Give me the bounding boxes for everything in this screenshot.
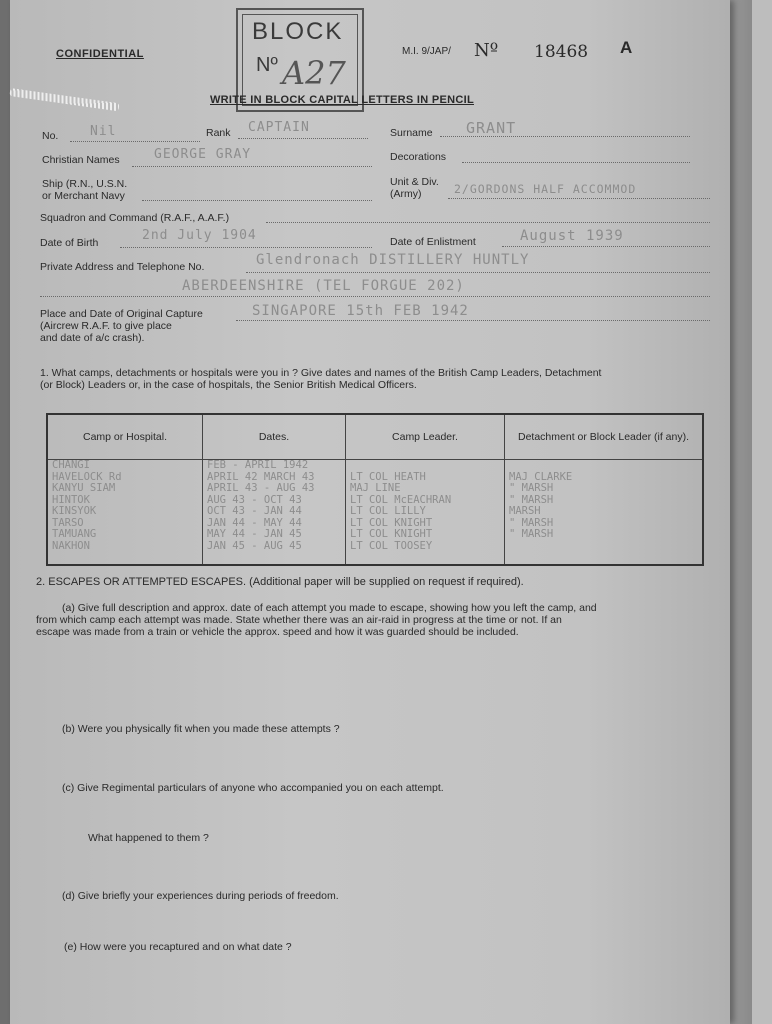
leader-entry: LT COL KNIGHT — [350, 517, 433, 529]
instruction-heading: WRITE IN BLOCK CAPITAL LETTERS IN PENCIL — [210, 94, 474, 106]
leader-entry: LT COL KNIGHT — [350, 529, 433, 540]
rank-label: Rank — [206, 127, 231, 139]
detachment-entry — [509, 460, 698, 472]
section2-a-line1: (a) Give full description and approx. date of each attempt you made to escape, showing how you left the camp, and — [62, 602, 597, 614]
ship-label-1: Ship (R.N., U.S.N. — [42, 178, 128, 190]
camp-entry: KINSYOK — [52, 506, 97, 517]
form-no-label: Nº — [474, 40, 499, 61]
date-entry: JAN 44 - MAY 44 — [207, 517, 302, 529]
address-value-2: ABERDEENSHIRE (TEL FORGUE 202) — [182, 278, 465, 294]
date-entry: JAN 45 - AUG 45 — [207, 540, 302, 552]
date-entry: MAY 44 - JAN 45 — [207, 529, 302, 540]
no-label: No. — [42, 130, 59, 142]
date-entry: APRIL 43 - AUG 43 — [207, 483, 315, 494]
christian-names-label: Christian Names — [42, 154, 120, 166]
detachment-entry: " MARSH — [509, 517, 554, 529]
date-entry: APRIL 42 MARCH 43 — [207, 471, 315, 483]
column-header-dates: Dates. — [203, 414, 346, 460]
unit-label-2: (Army) — [390, 188, 422, 200]
leader-entry: LT COL TOOSEY — [350, 540, 433, 552]
dob-label: Date of Birth — [40, 237, 99, 249]
section2-what-happened: What happened to them ? — [88, 832, 209, 844]
leader-entry: MAJ LINE — [350, 483, 401, 494]
detachment-entry: MAJ CLARKE — [509, 471, 573, 483]
detachment-entry: " MARSH — [509, 494, 554, 506]
stamp-no-label: Nº — [256, 54, 278, 76]
stamp-number: A27 — [282, 54, 346, 92]
form-page — [10, 0, 730, 1024]
rank-value: CAPTAIN — [248, 120, 310, 135]
detachment-entry: MARSH — [509, 506, 541, 517]
camp-entry: TAMUANG — [52, 529, 97, 540]
section2-heading: 2. ESCAPES OR ATTEMPTED ESCAPES. (Additional paper will be supplied on request if required). — [36, 576, 524, 588]
detachment-entry: " MARSH — [509, 529, 554, 540]
form-suffix: A — [620, 38, 633, 57]
section2-d: (d) Give briefly your experiences during periods of freedom. — [62, 890, 339, 902]
unit-label-1: Unit & Div. — [390, 176, 439, 188]
section1-question-line2: (or Block) Leaders or, in the case of hospitals, the Senior British Medical Officers. — [40, 379, 417, 391]
column-header-detachment-leader: Detachment or Block Leader (if any). — [505, 414, 704, 460]
section2-c: (c) Give Regimental particulars of anyone who accompanied you on each attempt. — [62, 782, 444, 794]
section2-a-line2: from which camp each attempt was made. State whether there was an air-raid in progress at the time or not. If an — [36, 614, 562, 626]
section2-e: (e) How were you recaptured and on what date ? — [64, 941, 292, 953]
surname-label: Surname — [390, 127, 433, 139]
surname-value: GRANT — [466, 119, 517, 137]
camps-column — [47, 460, 203, 566]
detachment-column — [505, 460, 704, 566]
camp-entry: CHANGI — [52, 460, 90, 471]
capture-value: SINGAPORE 15th FEB 1942 — [252, 303, 469, 319]
address-label: Private Address and Telephone No. — [40, 261, 205, 273]
leader-entry: LT COL HEATH — [350, 471, 426, 483]
ship-label-2: or Merchant Navy — [42, 190, 125, 202]
camp-entry: TARSO — [52, 517, 84, 529]
capture-label-1: Place and Date of Original Capture — [40, 308, 203, 320]
enlistment-label: Date of Enlistment — [390, 236, 476, 248]
date-entry: OCT 43 - JAN 44 — [207, 506, 302, 517]
stamp-title: BLOCK — [252, 18, 344, 45]
leader-entry — [350, 460, 500, 472]
squadron-label: Squadron and Command (R.A.F., A.A.F.) — [40, 212, 230, 224]
section1-question-line1: 1. What camps, detachments or hospitals were you in ? Give dates and names of the British Camp Leaders, Detachment — [40, 367, 602, 379]
camp-entry: KANYU SIAM — [52, 483, 116, 494]
christian-names-value: GEORGE GRAY — [154, 147, 252, 162]
detachment-entry: " MARSH — [509, 483, 554, 494]
leader-entry: LT COL McEACHRAN — [350, 494, 452, 506]
background-surface — [752, 0, 772, 1024]
underlying-page-edge — [728, 0, 752, 1024]
address-value-1: Glendronach DISTILLERY HUNTLY — [256, 252, 530, 268]
camps-table — [46, 413, 704, 566]
mi-reference: M.I. 9/JAP/ — [402, 46, 451, 57]
leaders-column — [346, 460, 505, 566]
dates-column — [203, 460, 346, 566]
date-entry: FEB - APRIL 1942 — [207, 460, 309, 471]
binding-string — [9, 88, 119, 111]
leader-entry: LT COL LILLY — [350, 506, 426, 517]
column-header-camp-leader: Camp Leader. — [346, 414, 505, 460]
no-value: Nil — [90, 124, 117, 139]
enlistment-value: August 1939 — [520, 228, 624, 244]
capture-label-2: (Aircrew R.A.F. to give place — [40, 320, 172, 332]
section2-a-line3: escape was made from a train or vehicle the approx. speed and how it was guarded should be included. — [36, 626, 519, 638]
decorations-label: Decorations — [390, 151, 447, 163]
form-number: 18468 — [534, 42, 589, 62]
confidential-label: CONFIDENTIAL — [56, 48, 144, 60]
dob-value: 2nd July 1904 — [142, 228, 257, 243]
camp-entry: NAKHON — [52, 540, 90, 552]
date-entry: AUG 43 - OCT 43 — [207, 494, 302, 506]
unit-value: 2/GORDONS HALF ACCOMMOD — [454, 182, 637, 196]
capture-label-3: and date of a/c crash). — [40, 332, 145, 344]
camp-entry: HINTOK — [52, 494, 90, 506]
camp-entry: HAVELOCK Rd — [52, 471, 122, 483]
section2-b: (b) Were you physically fit when you made these attempts ? — [62, 723, 340, 735]
column-header-camp: Camp or Hospital. — [47, 414, 203, 460]
